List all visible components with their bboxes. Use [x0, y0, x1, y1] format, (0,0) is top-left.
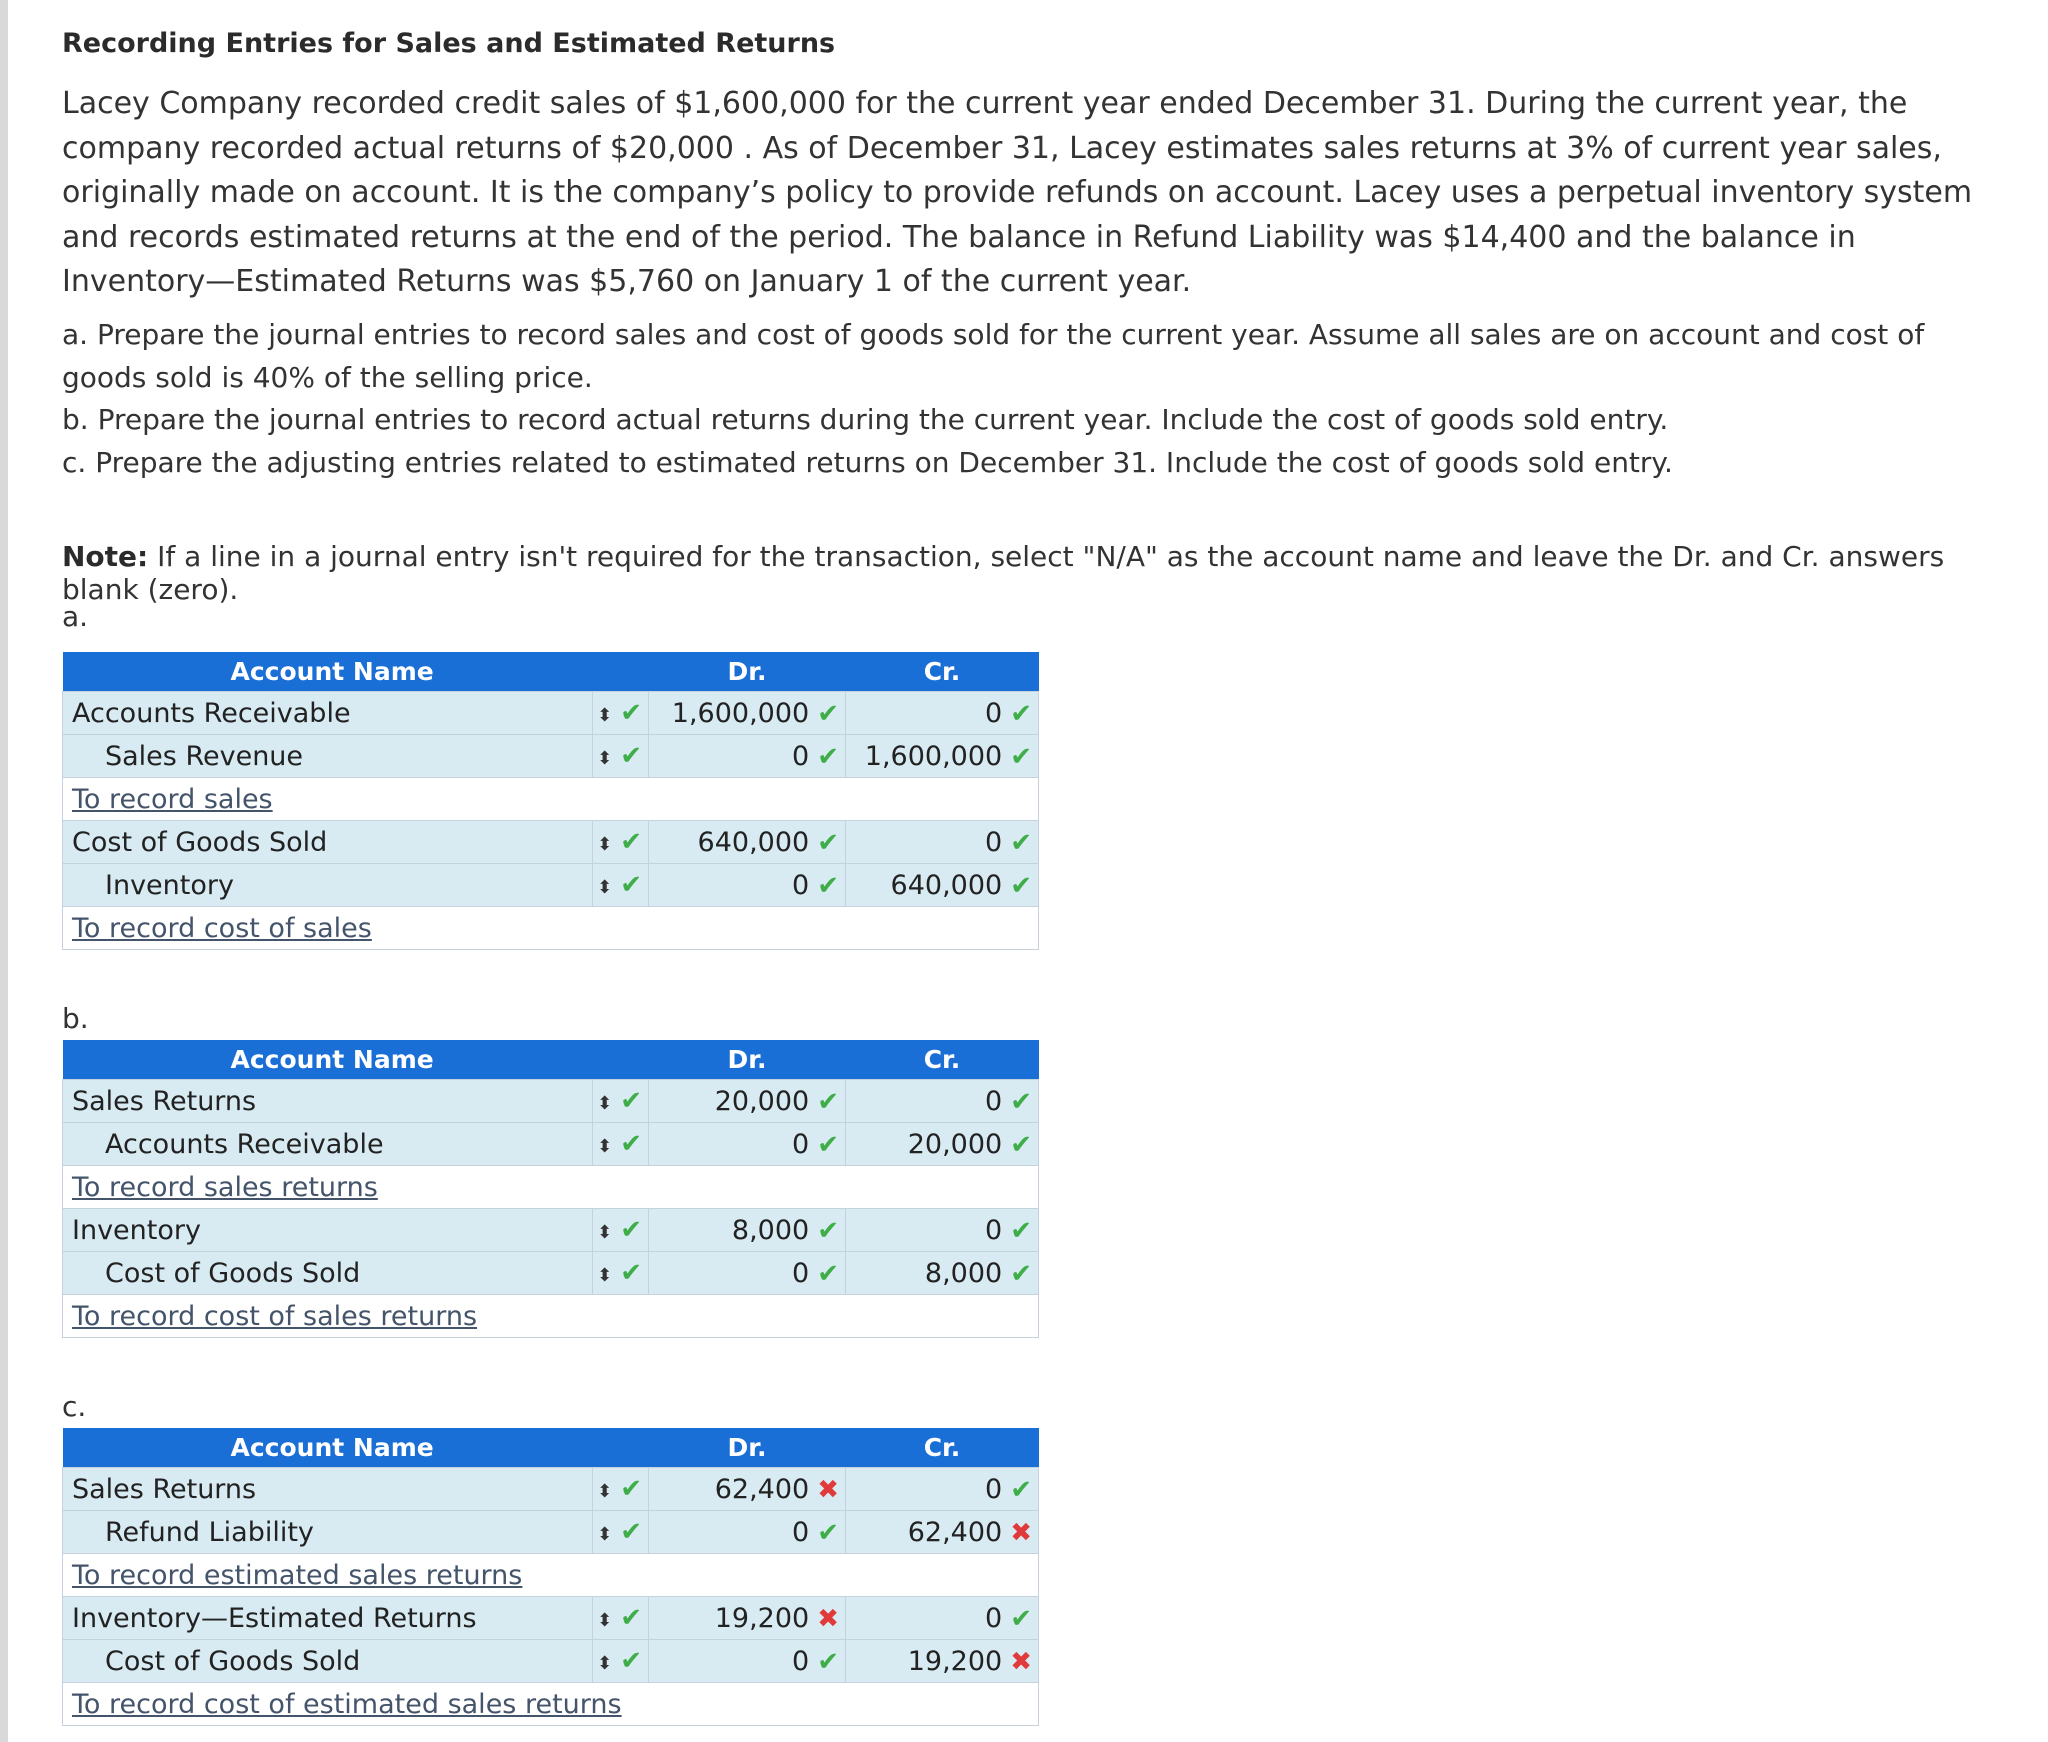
memo-row — [63, 1554, 1039, 1597]
task-a: a. Prepare the journal entries to record sales and cost of goods sold for the current year. Assume all sales are on account and cost of goods sold is 40% of the selling price. — [62, 318, 1925, 394]
account-select-toggle[interactable] — [593, 1209, 649, 1252]
select-arrows-icon: ⬍ — [597, 1523, 613, 1545]
cross-icon: ✖ — [1010, 1517, 1032, 1548]
problem-title: Recording Entries for Sales and Estimated Returns — [62, 28, 836, 59]
memo-row — [63, 1166, 1039, 1209]
dr-input[interactable] — [649, 1511, 846, 1554]
note-label: Note: — [62, 540, 149, 573]
cr-input[interactable] — [846, 1511, 1039, 1554]
check-icon: ✔ — [620, 1215, 642, 1245]
dr-input[interactable] — [649, 1252, 846, 1295]
cr-value: 640,000 — [890, 869, 1003, 901]
dr-value: 640,000 — [697, 826, 810, 858]
cr-input[interactable] — [846, 1468, 1039, 1511]
check-icon: ✔ — [620, 698, 642, 728]
cr-value: 8,000 — [924, 1257, 1003, 1289]
select-arrows-icon: ⬍ — [597, 1221, 613, 1243]
check-icon: ✔ — [620, 870, 642, 900]
account-select[interactable]: Accounts Receivable — [63, 1123, 593, 1166]
journal-line — [63, 735, 1039, 778]
memo-row — [63, 1295, 1039, 1338]
dr-input[interactable] — [649, 692, 846, 735]
left-scroll-gutter — [0, 0, 8, 1742]
memo-cell — [63, 1683, 1039, 1726]
part-a-label: a. — [62, 600, 89, 633]
part-c-label: c. — [62, 1390, 87, 1423]
check-icon: ✔ — [1010, 870, 1032, 901]
check-icon: ✔ — [817, 741, 839, 772]
header-account-name: Account Name — [63, 652, 649, 692]
cr-input[interactable] — [846, 1597, 1039, 1640]
account-select[interactable]: Cost of Goods Sold — [63, 821, 593, 864]
journal-line — [63, 1640, 1039, 1683]
account-select-toggle[interactable] — [593, 1597, 649, 1640]
select-arrows-icon: ⬍ — [597, 704, 613, 726]
cr-value: 0 — [985, 1602, 1003, 1634]
cross-icon: ✖ — [817, 1603, 839, 1634]
dr-value: 0 — [792, 1516, 810, 1548]
memo-cell — [63, 907, 1039, 950]
check-icon: ✔ — [1010, 741, 1032, 772]
check-icon: ✔ — [1010, 827, 1032, 858]
cr-input[interactable] — [846, 692, 1039, 735]
cross-icon: ✖ — [1010, 1646, 1032, 1677]
account-select[interactable]: Sales Returns — [63, 1468, 593, 1511]
header-cr: Cr. — [846, 1040, 1039, 1080]
dr-value: 8,000 — [731, 1214, 810, 1246]
select-arrows-icon: ⬍ — [597, 1135, 613, 1157]
check-icon: ✔ — [1010, 1215, 1032, 1246]
journal-line — [63, 1511, 1039, 1554]
note — [62, 540, 2002, 606]
select-arrows-icon: ⬍ — [597, 1092, 613, 1114]
memo-link[interactable]: To record estimated sales returns — [72, 1559, 523, 1591]
header-account-name: Account Name — [63, 1428, 649, 1468]
cr-input[interactable] — [846, 1080, 1039, 1123]
journal-table-b — [62, 1040, 1039, 1338]
check-icon: ✔ — [1010, 1129, 1032, 1160]
memo-row — [63, 907, 1039, 950]
account-select-toggle[interactable] — [593, 692, 649, 735]
check-icon: ✔ — [1010, 1086, 1032, 1117]
header-dr: Dr. — [649, 1040, 846, 1080]
journal-line — [63, 864, 1039, 907]
account-select-toggle[interactable] — [593, 821, 649, 864]
account-select[interactable]: Sales Returns — [63, 1080, 593, 1123]
check-icon: ✔ — [620, 1474, 642, 1504]
header-dr: Dr. — [649, 652, 846, 692]
dr-value: 1,600,000 — [671, 697, 810, 729]
dr-value: 20,000 — [714, 1085, 810, 1117]
task-list — [62, 314, 2002, 484]
select-arrows-icon: ⬍ — [597, 876, 613, 898]
account-select[interactable]: Refund Liability — [63, 1511, 593, 1554]
dr-value: 0 — [792, 1645, 810, 1677]
dr-value: 0 — [792, 1257, 810, 1289]
check-icon: ✔ — [620, 1086, 642, 1116]
dr-input[interactable] — [649, 821, 846, 864]
select-arrows-icon: ⬍ — [597, 1480, 613, 1502]
select-arrows-icon: ⬍ — [597, 747, 613, 769]
memo-cell — [63, 1166, 1039, 1209]
check-icon: ✔ — [817, 1215, 839, 1246]
table-header — [63, 1040, 1039, 1080]
check-icon: ✔ — [620, 1646, 642, 1676]
check-icon: ✔ — [620, 741, 642, 771]
check-icon: ✔ — [1010, 1474, 1032, 1505]
account-select-toggle[interactable] — [593, 1640, 649, 1683]
account-select-toggle[interactable] — [593, 1468, 649, 1511]
check-icon: ✔ — [817, 1086, 839, 1117]
cr-input[interactable] — [846, 1209, 1039, 1252]
cr-input[interactable] — [846, 1123, 1039, 1166]
check-icon: ✔ — [817, 1258, 839, 1289]
cr-value: 1,600,000 — [864, 740, 1003, 772]
dr-value: 0 — [792, 1128, 810, 1160]
check-icon: ✔ — [1010, 1258, 1032, 1289]
memo-cell — [63, 1295, 1039, 1338]
account-select[interactable]: Inventory — [63, 1209, 593, 1252]
dr-value: 62,400 — [714, 1473, 810, 1505]
cr-value: 0 — [985, 826, 1003, 858]
dr-value: 0 — [792, 869, 810, 901]
account-select[interactable]: Sales Revenue — [63, 735, 593, 778]
memo-link[interactable]: To record cost of sales returns — [72, 1300, 478, 1332]
header-account-name: Account Name — [63, 1040, 649, 1080]
dr-input[interactable] — [649, 864, 846, 907]
journal-table-a — [62, 652, 1039, 950]
cr-value: 0 — [985, 1473, 1003, 1505]
account-select-toggle[interactable] — [593, 1511, 649, 1554]
cr-value: 19,200 — [907, 1645, 1003, 1677]
account-select-toggle[interactable] — [593, 1252, 649, 1295]
select-arrows-icon: ⬍ — [597, 833, 613, 855]
table-header — [63, 652, 1039, 692]
journal-table-c — [62, 1428, 1039, 1726]
account-select-toggle[interactable] — [593, 864, 649, 907]
account-select-toggle[interactable] — [593, 1080, 649, 1123]
journal-line — [63, 1123, 1039, 1166]
cr-input[interactable] — [846, 864, 1039, 907]
memo-cell — [63, 778, 1039, 821]
cr-input[interactable] — [846, 821, 1039, 864]
check-icon: ✔ — [620, 1258, 642, 1288]
task-c: c. Prepare the adjusting entries related to estimated returns on December 31. Include the cost of goods sold entry. — [62, 445, 1673, 479]
problem-intro: Lacey Company recorded credit sales of $1,600,000 for the current year ended December 31. During the current year, the company recorded actual returns of $20,000 . As of December 31, Lacey estimates sales returns at 3% of current year sales, originally made on account. It is the company’s policy to provide refunds on account. Lacey uses a perpetual inventory system and records estimated returns at the end of the period. The balance in Refund Liability was $14,400 and the balance in Inventory—Estimated Returns was $5,760 on January 1 of the current year. — [62, 86, 1973, 299]
part-b-label: b. — [62, 1002, 89, 1035]
memo-cell — [63, 1554, 1039, 1597]
cross-icon: ✖ — [817, 1474, 839, 1505]
memo-row — [63, 1683, 1039, 1726]
select-arrows-icon: ⬍ — [597, 1652, 613, 1674]
cr-value: 62,400 — [907, 1516, 1003, 1548]
check-icon: ✔ — [1010, 1603, 1032, 1634]
account-select[interactable]: Inventory—Estimated Returns — [63, 1597, 593, 1640]
check-icon: ✔ — [1010, 698, 1032, 729]
account-select-toggle[interactable] — [593, 1123, 649, 1166]
check-icon: ✔ — [817, 1129, 839, 1160]
account-select[interactable]: Cost of Goods Sold — [63, 1252, 593, 1295]
header-cr: Cr. — [846, 652, 1039, 692]
account-select[interactable]: Inventory — [63, 864, 593, 907]
journal-line — [63, 1209, 1039, 1252]
memo-link[interactable]: To record sales — [72, 783, 273, 815]
account-select[interactable]: Accounts Receivable — [63, 692, 593, 735]
check-icon: ✔ — [817, 827, 839, 858]
memo-link[interactable]: To record cost of sales — [72, 912, 372, 944]
dr-input[interactable] — [649, 1080, 846, 1123]
dr-input[interactable] — [649, 1468, 846, 1511]
check-icon: ✔ — [817, 698, 839, 729]
account-select[interactable]: Cost of Goods Sold — [63, 1640, 593, 1683]
memo-row — [63, 778, 1039, 821]
note-text: If a line in a journal entry isn't required for the transaction, select "N/A" as the account name and leave the Dr. and Cr. answers blank (zero). — [62, 540, 1945, 606]
cr-input[interactable] — [846, 735, 1039, 778]
cr-input[interactable] — [846, 1252, 1039, 1295]
check-icon: ✔ — [620, 1603, 642, 1633]
memo-link[interactable]: To record sales returns — [72, 1171, 378, 1203]
table-header — [63, 1428, 1039, 1468]
dr-input[interactable] — [649, 1123, 846, 1166]
dr-input[interactable] — [649, 1640, 846, 1683]
cr-value: 20,000 — [907, 1128, 1003, 1160]
header-cr: Cr. — [846, 1428, 1039, 1468]
journal-line — [63, 1468, 1039, 1511]
cr-value: 0 — [985, 697, 1003, 729]
check-icon: ✔ — [817, 1646, 839, 1677]
check-icon: ✔ — [620, 1517, 642, 1547]
cr-input[interactable] — [846, 1640, 1039, 1683]
journal-line — [63, 692, 1039, 735]
journal-line — [63, 1080, 1039, 1123]
dr-input[interactable] — [649, 735, 846, 778]
dr-input[interactable] — [649, 1209, 846, 1252]
select-arrows-icon: ⬍ — [597, 1609, 613, 1631]
select-arrows-icon: ⬍ — [597, 1264, 613, 1286]
dr-input[interactable] — [649, 1597, 846, 1640]
journal-line — [63, 1252, 1039, 1295]
task-b: b. Prepare the journal entries to record actual returns during the current year. Include the cost of goods sold entry. — [62, 403, 1669, 436]
account-select-toggle[interactable] — [593, 735, 649, 778]
journal-line — [63, 1597, 1039, 1640]
cr-value: 0 — [985, 1085, 1003, 1117]
header-dr: Dr. — [649, 1428, 846, 1468]
check-icon: ✔ — [817, 1517, 839, 1548]
memo-link[interactable]: To record cost of estimated sales returns — [72, 1688, 622, 1720]
journal-line — [63, 821, 1039, 864]
dr-value: 19,200 — [714, 1602, 810, 1634]
cr-value: 0 — [985, 1214, 1003, 1246]
check-icon: ✔ — [817, 870, 839, 901]
check-icon: ✔ — [620, 1129, 642, 1159]
dr-value: 0 — [792, 740, 810, 772]
check-icon: ✔ — [620, 827, 642, 857]
